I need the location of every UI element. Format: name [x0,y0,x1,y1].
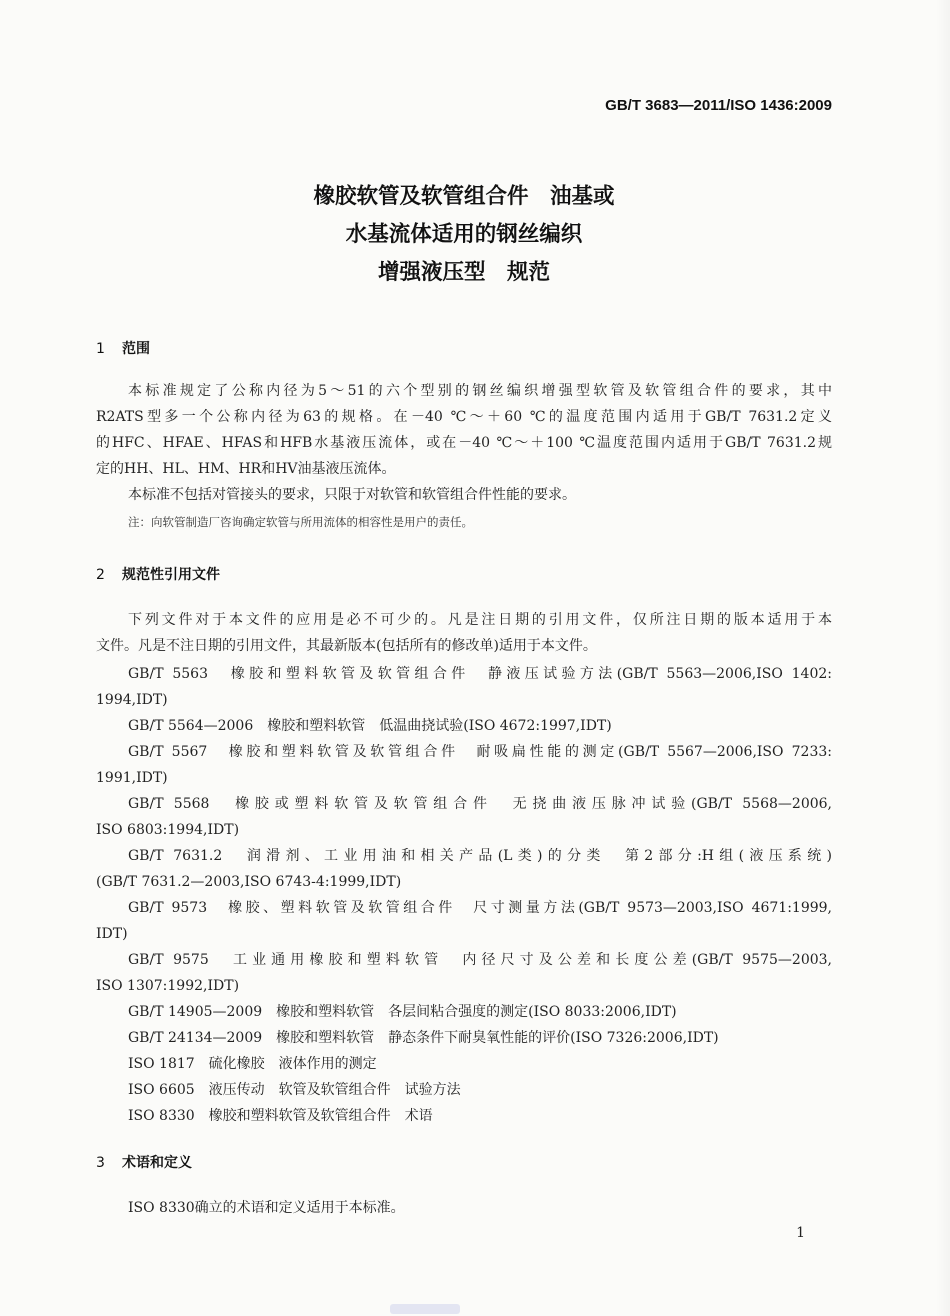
reference-entry: ISO 8330 橡胶和塑料软管及软管组合件 术语 [128,1108,433,1124]
document-title [0,178,928,292]
reference-entry-continuation: IDT) [96,926,128,942]
paragraph-line: 本标准不包括对管接头的要求，只限于对软管和软管组合件性能的要求。 [128,487,576,503]
reference-entry: GB/T 5568 橡胶或塑料软管及软管组合件 无挠曲液压脉冲试验(GB/T 5568—2006, [128,796,832,812]
section-heading-terms [96,1152,192,1172]
reference-entry: GB/T 5563 橡胶和塑料软管及软管组合件 静液压试验方法(GB/T 5563—2006,ISO 1402: [128,666,832,682]
paragraph-line: 文件。凡是不注日期的引用文件，其最新版本(包括所有的修改单)适用于本文件。 [96,638,597,654]
paragraph-line: ISO 8330确立的术语和定义适用于本标准。 [128,1200,405,1216]
standard-id: GB/T 3683—2011/ISO 1436:2009 [605,97,832,114]
section-title: 规范性引用文件 [122,567,220,583]
scan-artifact [390,1304,460,1314]
reference-entry-continuation: ISO 1307:1992,IDT) [96,978,240,994]
title-line: 橡胶软管及软管组合件 油基或 [313,184,615,209]
section-title: 术语和定义 [122,1155,192,1171]
reference-entry-continuation: (GB/T 7631.2—2003,ISO 6743-4:1999,IDT) [96,874,402,890]
reference-entry: GB/T 9573 橡胶、塑料软管及软管组合件 尺寸测量方法(GB/T 9573—2003,ISO 4671:1999, [128,900,832,916]
reference-entry: GB/T 5564—2006 橡胶和塑料软管 低温曲挠试验(ISO 4672:1997,IDT) [128,718,612,734]
paragraph-line: 下列文件对于本文件的应用是必不可少的。凡是注日期的引用文件，仅所注日期的版本适用于本 [128,612,832,628]
paragraph-line: 本标准规定了公称内径为5～51的六个型别的钢丝编织增强型软管及软管组合件的要求，其中 [128,383,832,399]
paragraph-line: 定的HH、HL、HM、HR和HV油基液压流体。 [96,461,396,477]
reference-entry-continuation: ISO 6803:1994,IDT) [96,822,240,838]
reference-entry-continuation: 1994,IDT) [96,692,168,708]
section-heading-scope [96,338,150,358]
reference-entry: GB/T 9575 工业通用橡胶和塑料软管 内径尺寸及公差和长度公差(GB/T 9575—2003, [128,952,832,968]
reference-entry: ISO 6605 液压传动 软管及软管组合件 试验方法 [128,1082,461,1098]
title-line: 水基流体适用的钢丝编织 [345,222,583,247]
section-title: 范围 [122,341,150,357]
reference-entry: GB/T 24134—2009 橡胶和塑料软管 静态条件下耐臭氧性能的评价(ISO 7326:2006,IDT) [128,1030,719,1046]
reference-entry: ISO 1817 硫化橡胶 液体作用的测定 [128,1056,377,1072]
reference-entry: GB/T 7631.2 润滑剂、工业用油和相关产品(L类)的分类 第2部分:H组(液压系统) [128,848,832,864]
section-heading-normative-references [96,564,220,584]
reference-entry-continuation: 1991,IDT) [96,770,168,786]
paragraph-line: 的HFC、HFAE、HFAS和HFB水基液压流体，或在－40 ℃～＋100 ℃温度范围内适用于GB/T 7631.2规 [96,435,832,451]
section-number: 1 [96,341,105,357]
title-line: 增强液压型 规范 [377,260,550,285]
page-edge-shade [936,0,950,1316]
reference-entry: GB/T 5567 橡胶和塑料软管及软管组合件 耐吸扁性能的测定(GB/T 5567—2006,ISO 7233: [128,744,832,760]
section-number: 3 [96,1155,105,1171]
note: 注：向软管制造厂咨询确定软管与所用流体的相容性是用户的责任。 [128,515,473,529]
reference-entry: GB/T 14905—2009 橡胶和塑料软管 各层间粘合强度的测定(ISO 8033:2006,IDT) [128,1004,677,1020]
paragraph-line: R2ATS型多一个公称内径为63的规格。在－40 ℃～＋60 ℃的温度范围内适用于GB/T 7631.2定义 [96,409,832,425]
page-number: 1 [796,1225,805,1241]
section-number: 2 [96,567,105,583]
